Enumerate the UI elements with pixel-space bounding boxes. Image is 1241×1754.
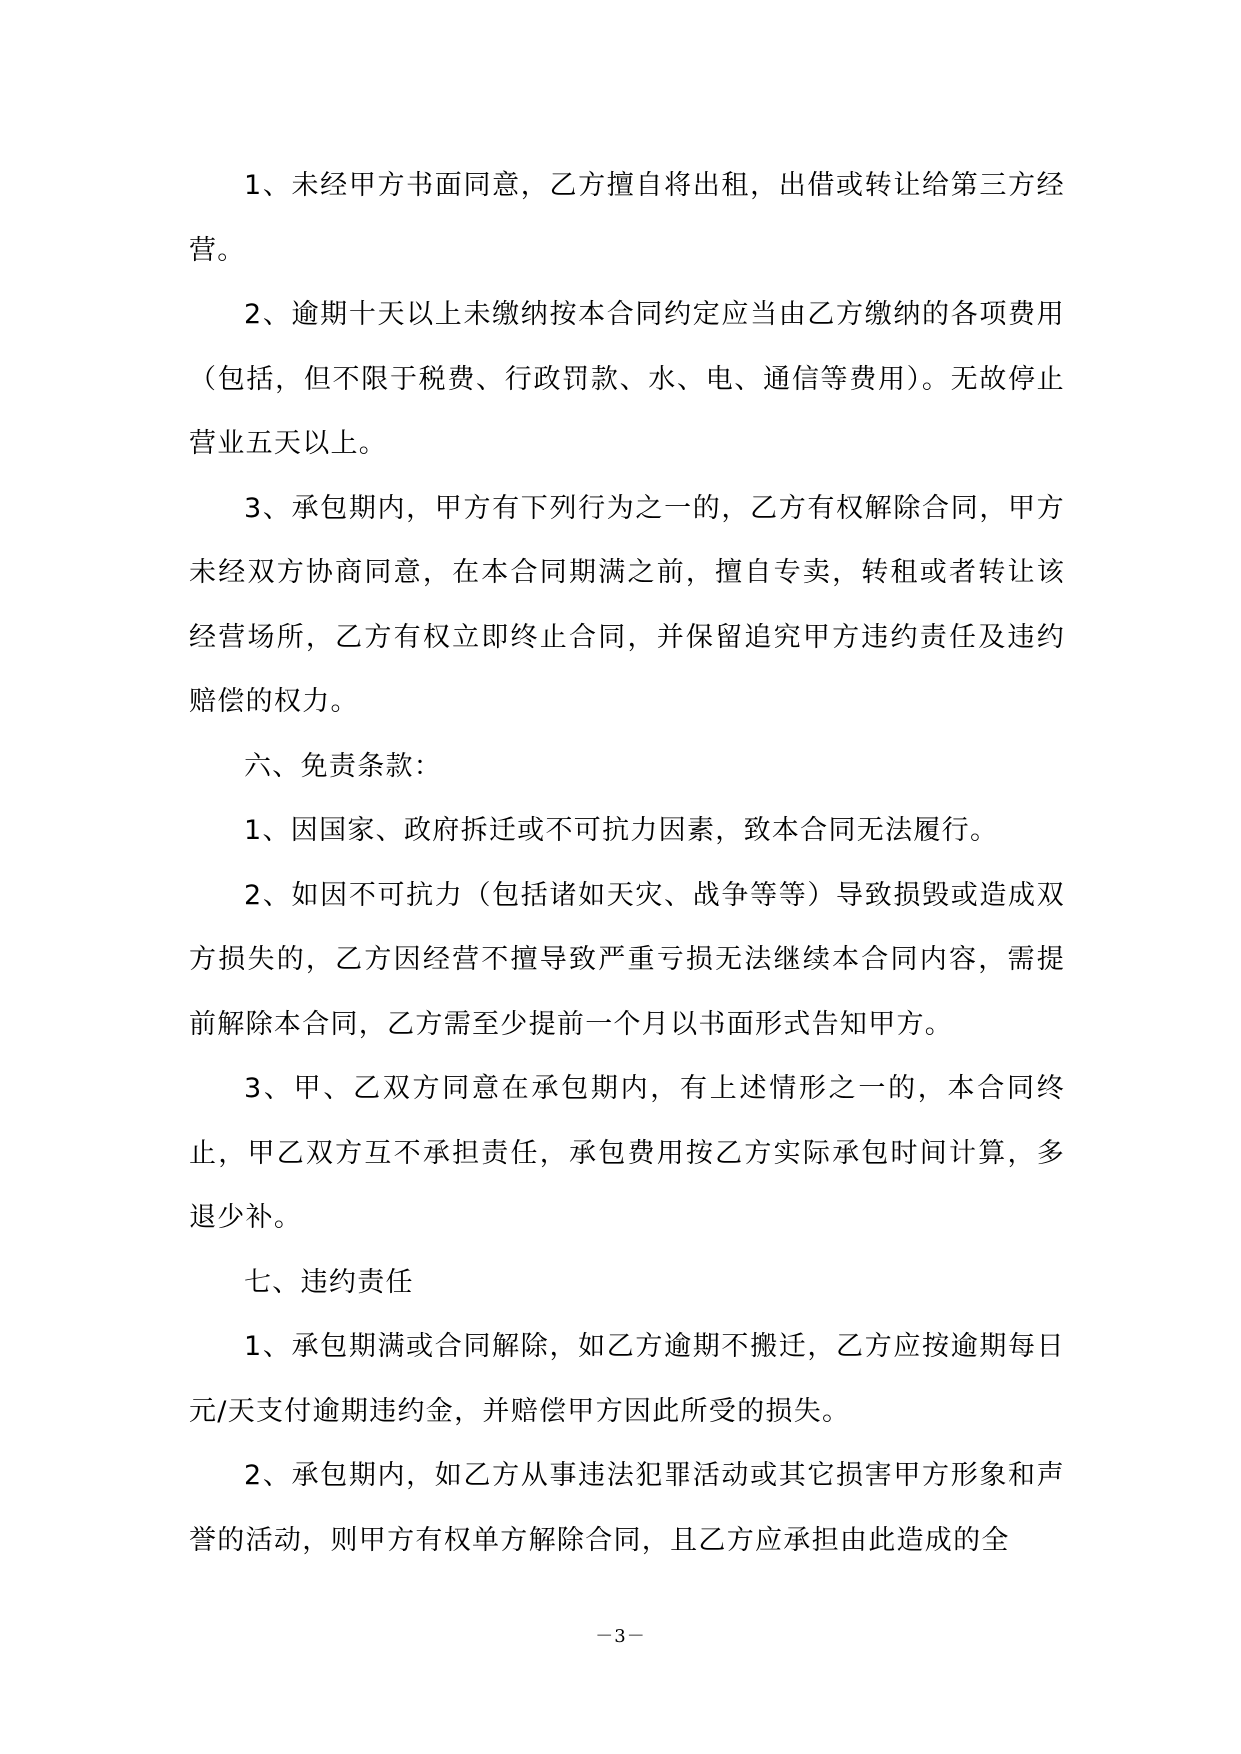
paragraph-exemption-1: 1、因国家、政府拆迁或不可抗力因素，致本合同无法履行。 [244,815,999,846]
paragraph-exemption-3: 3、甲、乙双方同意在承包期内，有上述情形之一的，本合同终止，甲乙双方互不承担责任，承包费用按乙方实际承包时间计算，多退少补。 [189,1073,1065,1233]
paragraph-liability-1: 1、承包期满或合同解除，如乙方逾期不搬迁，乙方应按逾期每日元/天支付逾期违约金，并赔偿甲方因此所受的损失。 [189,1331,1065,1427]
section-heading-exemption: 六、免责条款： [244,750,443,782]
page-number: －3－ [595,1626,646,1647]
paragraph-exemption-2: 2、如因不可抗力（包括诸如天灾、战争等等）导致损毁或造成双方损失的，乙方因经营不擅导致严重亏损无法继续本合同内容，需提前解除本合同，乙方需至少提前一个月以书面形式告知甲方。 [189,879,1065,1040]
section-heading-liability: 七、违约责任 [244,1266,414,1298]
paragraph-clause-3: 3、承包期内，甲方有下列行为之一的，乙方有权解除合同，甲方未经双方协商同意，在本合同期满之前，擅自专卖，转租或者转让该经营场所，乙方有权立即终止合同，并保留追究甲方违约责任及违约赔偿的权力。 [189,492,1065,717]
paragraph-clause-2: 2、逾期十天以上未缴纳按本合同约定应当由乙方缴纳的各项费用（包括，但不限于税费、行政罚款、水、电、通信等费用）。无故停止营业五天以上。 [189,299,1065,459]
paragraph-clause-1: 1、未经甲方书面同意，乙方擅自将出租，出借或转让给第三方经营。 [189,170,1065,266]
paragraph-liability-2: 2、承包期内，如乙方从事违法犯罪活动或其它损害甲方形象和声誉的活动，则甲方有权单方解除合同，且乙方应承担由此造成的全 [189,1460,1065,1556]
body-text [189,154,1065,1573]
